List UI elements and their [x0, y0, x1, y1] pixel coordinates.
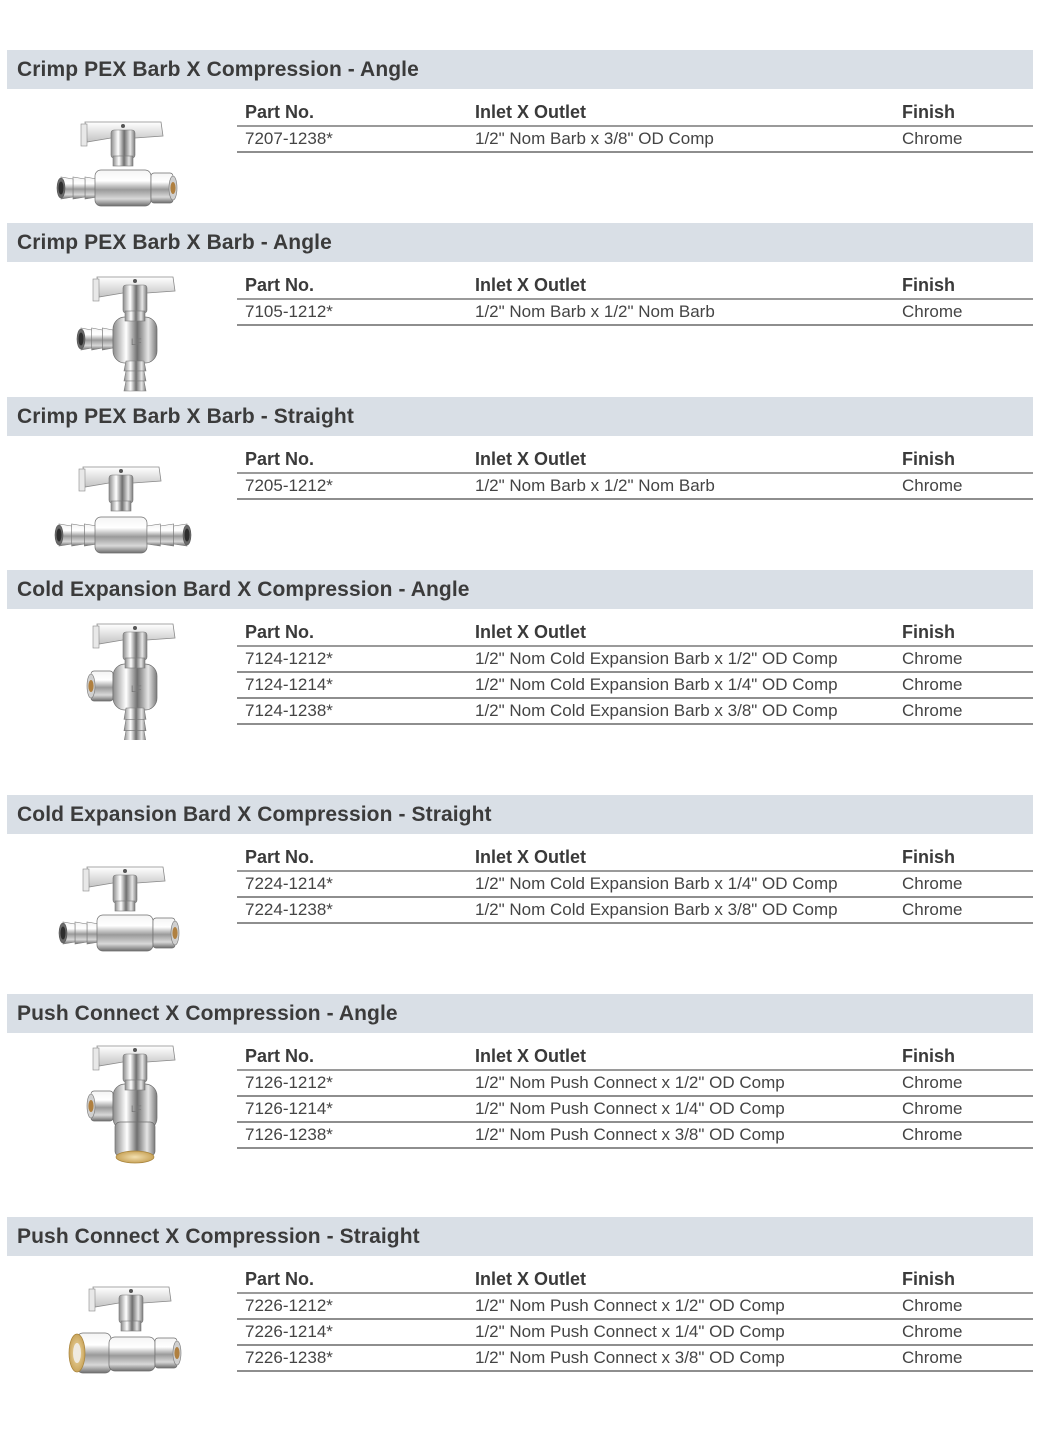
inlet-outlet-cell: 1/2" Nom Cold Expansion Barb x 1/2" OD Comp: [467, 646, 894, 672]
section-header: [7, 223, 1033, 262]
part-number-cell: 7124-1214*: [237, 672, 467, 698]
inlet-outlet-cell: 1/2" Nom Push Connect x 1/4" OD Comp: [467, 1096, 894, 1122]
finish-cell: Chrome: [894, 299, 1033, 325]
angle-valve-push-compression-icon: [45, 1044, 195, 1164]
table-row: [237, 1319, 1033, 1345]
svg-text:LF: LF: [131, 337, 142, 347]
column-header-finish: Finish: [894, 1040, 1033, 1070]
part-number-cell: 7207-1238*: [237, 126, 467, 152]
column-header-inlet-outlet: Inlet X Outlet: [467, 1040, 894, 1070]
table-header-row: [237, 616, 1033, 646]
table-row: [237, 1096, 1033, 1122]
part-number-cell: 7205-1212*: [237, 473, 467, 499]
table-row: [237, 1122, 1033, 1148]
product-section-4: [7, 570, 1033, 720]
angle-valve-barb-barb-icon: [45, 273, 195, 393]
column-header-inlet-outlet: Inlet X Outlet: [467, 96, 894, 126]
svg-text:LF: LF: [131, 1104, 142, 1114]
part-number-cell: 7226-1212*: [237, 1293, 467, 1319]
table-row: [237, 126, 1033, 152]
finish-cell: Chrome: [894, 871, 1033, 897]
table-header-row: [237, 96, 1033, 126]
finish-cell: Chrome: [894, 1345, 1033, 1371]
part-number-cell: 7226-1214*: [237, 1319, 467, 1345]
product-section-2: [7, 223, 1033, 347]
inlet-outlet-cell: 1/2" Nom Push Connect x 1/4" OD Comp: [467, 1319, 894, 1345]
section-header: [7, 1217, 1033, 1256]
inlet-outlet-cell: 1/2" Nom Barb x 1/2" Nom Barb: [467, 473, 894, 499]
inlet-outlet-cell: 1/2" Nom Cold Expansion Barb x 1/4" OD Comp: [467, 871, 894, 897]
column-header-part-no: Part No.: [237, 841, 467, 871]
column-header-part-no: Part No.: [237, 443, 467, 473]
section-header: [7, 994, 1033, 1033]
product-section-3: [7, 397, 1033, 495]
finish-cell: Chrome: [894, 1293, 1033, 1319]
column-header-part-no: Part No.: [237, 1040, 467, 1070]
svg-text:LF: LF: [131, 684, 142, 694]
inlet-outlet-cell: 1/2" Nom Push Connect x 1/2" OD Comp: [467, 1070, 894, 1096]
spec-table: [237, 96, 1033, 153]
section-title: Push Connect X Compression - Straight: [17, 1224, 420, 1248]
section-title: Cold Expansion Bard X Compression - Angle: [17, 577, 470, 601]
section-title: Crimp PEX Barb X Barb - Angle: [17, 230, 332, 254]
table-row: [237, 871, 1033, 897]
column-header-finish: Finish: [894, 616, 1033, 646]
column-header-inlet-outlet: Inlet X Outlet: [467, 269, 894, 299]
table-header-row: [237, 1263, 1033, 1293]
section-header: [7, 795, 1033, 834]
product-image: [45, 273, 195, 393]
finish-cell: Chrome: [894, 646, 1033, 672]
finish-cell: Chrome: [894, 1319, 1033, 1345]
product-section-7: [7, 1217, 1033, 1367]
spec-table: [237, 443, 1033, 500]
product-section-6: [7, 994, 1033, 1144]
inlet-outlet-cell: 1/2" Nom Push Connect x 3/8" OD Comp: [467, 1345, 894, 1371]
section-header: [7, 570, 1033, 609]
finish-cell: Chrome: [894, 698, 1033, 724]
column-header-finish: Finish: [894, 269, 1033, 299]
inlet-outlet-cell: 1/2" Nom Barb x 1/2" Nom Barb: [467, 299, 894, 325]
column-header-part-no: Part No.: [237, 1263, 467, 1293]
table-row: [237, 646, 1033, 672]
finish-cell: Chrome: [894, 126, 1033, 152]
spec-table: [237, 841, 1033, 924]
table-header-row: [237, 269, 1033, 299]
table-row: [237, 1293, 1033, 1319]
table-row: [237, 672, 1033, 698]
product-image: [45, 1267, 195, 1387]
spec-table: [237, 269, 1033, 326]
section-title: Cold Expansion Bard X Compression - Straight: [17, 802, 492, 826]
straight-valve-push-compression-icon: [45, 1267, 195, 1387]
product-image: [45, 100, 195, 220]
finish-cell: Chrome: [894, 1096, 1033, 1122]
section-title: Crimp PEX Barb X Barb - Straight: [17, 404, 354, 428]
spec-table: [237, 616, 1033, 725]
part-number-cell: 7224-1238*: [237, 897, 467, 923]
finish-cell: Chrome: [894, 1070, 1033, 1096]
column-header-part-no: Part No.: [237, 616, 467, 646]
column-header-inlet-outlet: Inlet X Outlet: [467, 443, 894, 473]
straight-valve-expansion-compression-icon: [45, 845, 195, 965]
section-title: Push Connect X Compression - Angle: [17, 1001, 398, 1025]
product-image: [45, 620, 195, 740]
product-section-1: [7, 50, 1033, 148]
spec-table: [237, 1263, 1033, 1372]
column-header-finish: Finish: [894, 443, 1033, 473]
finish-cell: Chrome: [894, 1122, 1033, 1148]
part-number-cell: 7105-1212*: [237, 299, 467, 325]
part-number-cell: 7126-1214*: [237, 1096, 467, 1122]
inlet-outlet-cell: 1/2" Nom Cold Expansion Barb x 3/8" OD Comp: [467, 897, 894, 923]
column-header-part-no: Part No.: [237, 96, 467, 126]
table-row: [237, 299, 1033, 325]
inlet-outlet-cell: 1/2" Nom Push Connect x 3/8" OD Comp: [467, 1122, 894, 1148]
product-image: [45, 845, 195, 965]
finish-cell: Chrome: [894, 897, 1033, 923]
column-header-inlet-outlet: Inlet X Outlet: [467, 841, 894, 871]
column-header-finish: Finish: [894, 841, 1033, 871]
straight-valve-barb-barb-icon: [45, 447, 195, 567]
spec-table: [237, 1040, 1033, 1149]
inlet-outlet-cell: 1/2" Nom Cold Expansion Barb x 1/4" OD Comp: [467, 672, 894, 698]
table-row: [237, 473, 1033, 499]
table-row: [237, 698, 1033, 724]
table-row: [237, 1070, 1033, 1096]
product-section-5: [7, 795, 1033, 919]
table-header-row: [237, 1040, 1033, 1070]
table-row: [237, 1345, 1033, 1371]
table-row: [237, 897, 1033, 923]
angle-valve-expansion-compression-icon: [45, 620, 195, 740]
section-header: [7, 397, 1033, 436]
column-header-inlet-outlet: Inlet X Outlet: [467, 1263, 894, 1293]
column-header-finish: Finish: [894, 96, 1033, 126]
inlet-outlet-cell: 1/2" Nom Cold Expansion Barb x 3/8" OD Comp: [467, 698, 894, 724]
finish-cell: Chrome: [894, 473, 1033, 499]
finish-cell: Chrome: [894, 672, 1033, 698]
section-header: [7, 50, 1033, 89]
product-image: [45, 447, 195, 567]
straight-valve-barb-compression-icon: [45, 100, 195, 220]
part-number-cell: 7124-1212*: [237, 646, 467, 672]
product-image: [45, 1044, 195, 1164]
inlet-outlet-cell: 1/2" Nom Push Connect x 1/2" OD Comp: [467, 1293, 894, 1319]
column-header-finish: Finish: [894, 1263, 1033, 1293]
column-header-inlet-outlet: Inlet X Outlet: [467, 616, 894, 646]
table-header-row: [237, 841, 1033, 871]
part-number-cell: 7126-1212*: [237, 1070, 467, 1096]
column-header-part-no: Part No.: [237, 269, 467, 299]
inlet-outlet-cell: 1/2" Nom Barb x 3/8" OD Comp: [467, 126, 894, 152]
part-number-cell: 7126-1238*: [237, 1122, 467, 1148]
part-number-cell: 7224-1214*: [237, 871, 467, 897]
table-header-row: [237, 443, 1033, 473]
part-number-cell: 7226-1238*: [237, 1345, 467, 1371]
section-title: Crimp PEX Barb X Compression - Angle: [17, 57, 419, 81]
part-number-cell: 7124-1238*: [237, 698, 467, 724]
